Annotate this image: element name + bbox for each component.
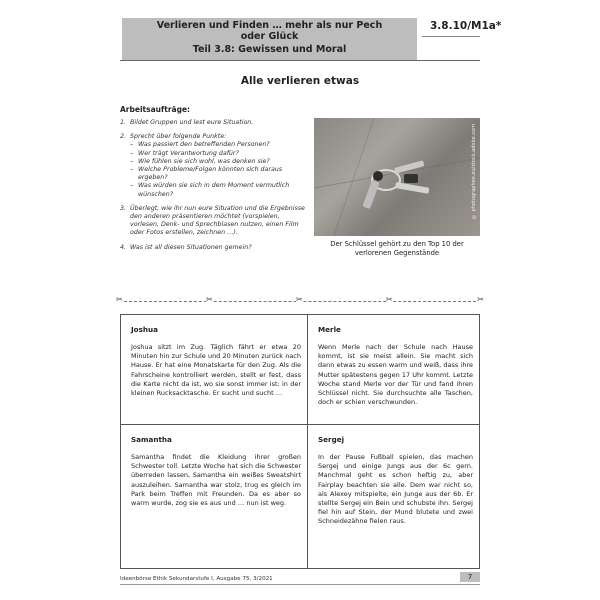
task-item <box>120 119 310 127</box>
task-subitem: – Was passiert den betreffenden Personen? <box>130 141 310 149</box>
task-text: Bildet Gruppen und lest eure Situation. <box>130 119 254 126</box>
task-text: Was ist all diesen Situationen gemein? <box>130 243 252 251</box>
situation-name: Sergej <box>318 435 345 444</box>
situation-name: Joshua <box>131 325 158 334</box>
task-number: 2. <box>120 133 127 141</box>
task-item <box>120 205 310 238</box>
scissors-icon: ✂ <box>296 295 303 304</box>
situation-name: Samantha <box>131 435 172 444</box>
photo-caption: Der Schlüssel gehört zu den Top 10 der verlorenen Gegenstände <box>330 240 464 257</box>
task-number: 3. <box>120 204 127 212</box>
footer-divider <box>120 584 480 585</box>
header-divider <box>120 60 480 61</box>
task-subitem: – Was würden sie sich in dem Moment vermutlich wünschen? <box>130 182 310 198</box>
task-item <box>120 133 310 199</box>
task-sublist <box>130 141 310 198</box>
tasks-list <box>120 119 310 258</box>
page-number: 7 <box>460 572 480 582</box>
header-title-line1: Verlieren und Finden … mehr als nur Pech <box>156 20 383 31</box>
situation-card-joshua <box>121 315 308 425</box>
cut-line <box>116 296 484 306</box>
material-code: 3.8.10/M1a* <box>430 20 502 32</box>
tasks-heading: Arbeitsaufträge: <box>120 105 191 114</box>
task-text: Überlegt, wie ihr nun eure Situation und die Ergebnisse den anderen präsentieren möchtet (vorspielen, vorlesen, Denk- und Sprechblasen nutzen, einen Film oder Fotos erstellen, zeichnen …). <box>130 204 305 237</box>
task-number: 4. <box>120 243 127 251</box>
situation-text: Samantha findet die Kleidung ihrer großen Schwester toll. Letzte Woche hat sich die Schwester überreden lassen, Samantha ein weißes Sweatshirt auszuleihen. Samantha war stolz, trug es gleich im Park beim Treffen mit Freunden. Da es aber so warm wurde, zog sie es aus und … nun ist weg. <box>131 453 301 508</box>
task-number: 1. <box>120 119 127 126</box>
situation-name: Merle <box>318 325 341 334</box>
task-item <box>120 244 310 252</box>
header-title-line2: oder Glück <box>240 31 299 42</box>
photo-credit: © photographee.eu/stock.adobe.com <box>471 124 477 219</box>
header-banner <box>122 18 417 60</box>
scissors-icon: ✂ <box>386 295 393 304</box>
situation-text: In der Pause Fußball spielen, das machen Sergej und einige Jungs aus der 6c gern. Manchmal geht es schon heftig zu, aber Fairplay beachten sie alle. Dem war nicht so, als Alexey mitspielte, ein Junge aus der 6b. Er stellte Sergej ein Bein und schubste ihn. Sergej fiel hin auf Stein, der Mund blutete und zwei Schneidezähne fielen raus. <box>318 453 473 526</box>
footer-source: Ideenbörse Ethik Sekundarstufe I, Ausgabe 75, 3/2021 <box>120 576 273 582</box>
scissors-icon: ✂ <box>116 295 123 304</box>
task-subitem: – Wie fühlen sie sich wohl, was denken sie? <box>130 158 310 166</box>
code-underline <box>422 36 480 37</box>
keys-photo <box>314 118 480 236</box>
scissors-icon: ✂ <box>206 295 213 304</box>
situation-text: Joshua sitzt im Zug. Täglich fährt er etwa 20 Minuten hin zur Schule und 20 Minuten zurück nach Hause. Er hat eine Monatskarte für den Zug. Als die Fahrscheine kontrolliert werden, stellt er fest, dass die Karte nicht da ist, wo sie sonst immer ist: in der kleinen Rucksacktasche. Er sucht und sucht … <box>131 343 301 398</box>
scissors-icon: ✂ <box>477 295 484 304</box>
task-subitem: – Wer trägt Verantwortung dafür? <box>130 150 310 158</box>
keys-illustration <box>314 118 480 236</box>
header-subtitle: Teil 3.8: Gewissen und Moral <box>192 44 347 55</box>
situation-card-sergej <box>308 425 479 568</box>
task-subitem: – Welche Probleme/Folgen könnten sich daraus ergeben? <box>130 166 310 182</box>
situation-card-merle <box>308 315 479 425</box>
page-title: Alle verlieren etwas <box>240 75 360 87</box>
situation-text: Wenn Merle nach der Schule nach Hause kommt, ist sie meist allein. Sie macht sich dann etwas zu essen warm und weiß, dass ihre Mutter spätestens gegen 17 Uhr kommt. Letzte Woche stand Merle vor der Tür und fand ihren Schlüssel nicht. Sie durchsuchte alle Taschen, doch er schien verschwunden. <box>318 343 473 407</box>
task-text: Sprecht über folgende Punkte: <box>130 133 227 141</box>
situations-grid <box>120 314 480 569</box>
situation-card-samantha <box>121 425 308 568</box>
